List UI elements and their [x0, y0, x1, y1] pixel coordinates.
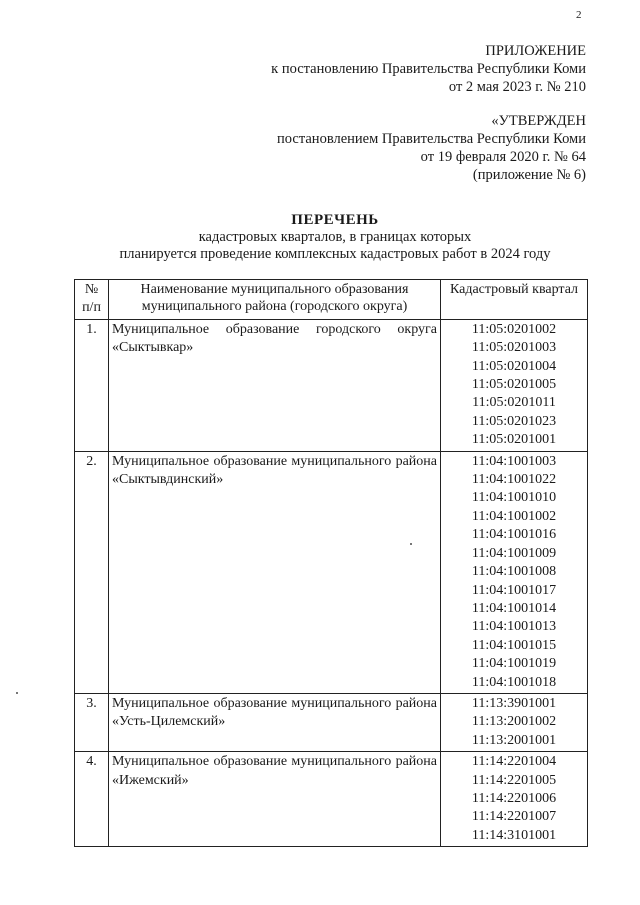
quarter-list — [441, 752, 588, 847]
table-row — [75, 451, 588, 693]
cadastral-quarter: 11:04:1001022 — [471, 472, 557, 488]
header-quarter: Кадастровый квартал — [441, 280, 588, 320]
cadastral-quarter: 11:04:1001008 — [471, 564, 557, 580]
quarter-list — [441, 693, 588, 751]
municipality-name: Муниципальное образование городского округа «Сыктывкар» — [109, 319, 441, 451]
cadastral-quarter: 11:05:0201001 — [471, 432, 557, 448]
cadastral-quarter: 11:04:1001009 — [471, 545, 557, 561]
cadastral-quarter: 11:04:1001019 — [471, 656, 557, 672]
row-number: 3. — [75, 693, 109, 751]
cadastral-quarter: 11:04:1001016 — [471, 527, 557, 543]
quarter-list — [441, 451, 588, 693]
cadastral-quarter: 11:13:2001001 — [471, 732, 557, 748]
page-number: 2 — [576, 9, 582, 21]
approved-heading: «УТВЕРЖДЕН — [491, 113, 586, 129]
cadastral-quarter: 11:13:3901001 — [471, 695, 557, 711]
appendix-line: к постановлению Правительства Республики Коми — [271, 61, 586, 77]
header-num: № п/п — [75, 280, 109, 320]
quarter-list — [441, 319, 588, 451]
approved-line: от 19 февраля 2020 г. № 64 — [420, 149, 586, 165]
cadastral-quarter: 11:05:0201005 — [471, 377, 557, 393]
cadastral-quarter: 11:05:0201004 — [471, 358, 557, 374]
table-row — [75, 752, 588, 847]
cadastral-quarter: 11:13:2001002 — [471, 714, 557, 730]
cadastral-quarter: 11:05:0201002 — [471, 321, 557, 337]
appendix-heading: ПРИЛОЖЕНИЕ — [485, 43, 586, 59]
cadastral-quarter: 11:05:0201003 — [471, 340, 557, 356]
cadastral-quarter: 11:14:2201007 — [471, 809, 557, 825]
cadastral-table — [74, 279, 588, 847]
cadastral-quarter: 11:14:2201006 — [471, 790, 557, 806]
row-number: 4. — [75, 752, 109, 847]
cadastral-quarter: 11:05:0201023 — [471, 413, 557, 429]
municipality-name: Муниципальное образование муниципального района «Ижемский» — [109, 752, 441, 847]
table-row — [75, 319, 588, 451]
document-subtitle: планируется проведение комплексных кадастровых работ в 2024 году — [119, 246, 551, 262]
document-title: ПЕРЕЧЕНЬ — [291, 212, 379, 228]
table-row — [75, 693, 588, 751]
cadastral-quarter: 11:04:1001002 — [471, 508, 557, 524]
cadastral-quarter: 11:04:1001013 — [471, 619, 557, 635]
cadastral-quarter: 11:05:0201011 — [472, 395, 556, 411]
cadastral-quarter: 11:14:3101001 — [471, 827, 557, 843]
document-title-block — [0, 212, 640, 263]
municipality-name: Муниципальное образование муниципального района «Усть-Цилемский» — [109, 693, 441, 751]
scan-speck — [16, 692, 18, 694]
header-name: Наименование муниципального образования муниципального района (городского округа) — [109, 280, 441, 320]
approved-line: постановлением Правительства Республики Коми — [277, 131, 586, 147]
table-body — [75, 319, 588, 846]
municipality-name: Муниципальное образование муниципального района «Сыктывдинский» — [109, 451, 441, 693]
document-subtitle: кадастровых кварталов, в границах которых — [198, 229, 472, 245]
cadastral-quarter: 11:04:1001014 — [471, 600, 557, 616]
approved-block — [277, 112, 586, 184]
cadastral-quarter: 11:14:2201005 — [471, 772, 557, 788]
row-number: 2. — [75, 451, 109, 693]
appendix-block — [271, 42, 586, 96]
cadastral-quarter: 11:04:1001010 — [471, 490, 557, 506]
scan-speck — [410, 543, 412, 545]
cadastral-quarter: 11:04:1001017 — [471, 582, 557, 598]
appendix-line: от 2 мая 2023 г. № 210 — [448, 79, 586, 95]
cadastral-quarter: 11:04:1001018 — [471, 674, 557, 690]
approved-line: (приложение № 6) — [472, 167, 586, 183]
cadastral-quarter: 11:14:2201004 — [471, 754, 557, 770]
cadastral-quarter: 11:04:1001015 — [471, 637, 557, 653]
table-header-row — [75, 280, 588, 320]
cadastral-quarter: 11:04:1001003 — [471, 453, 557, 469]
row-number: 1. — [75, 319, 109, 451]
